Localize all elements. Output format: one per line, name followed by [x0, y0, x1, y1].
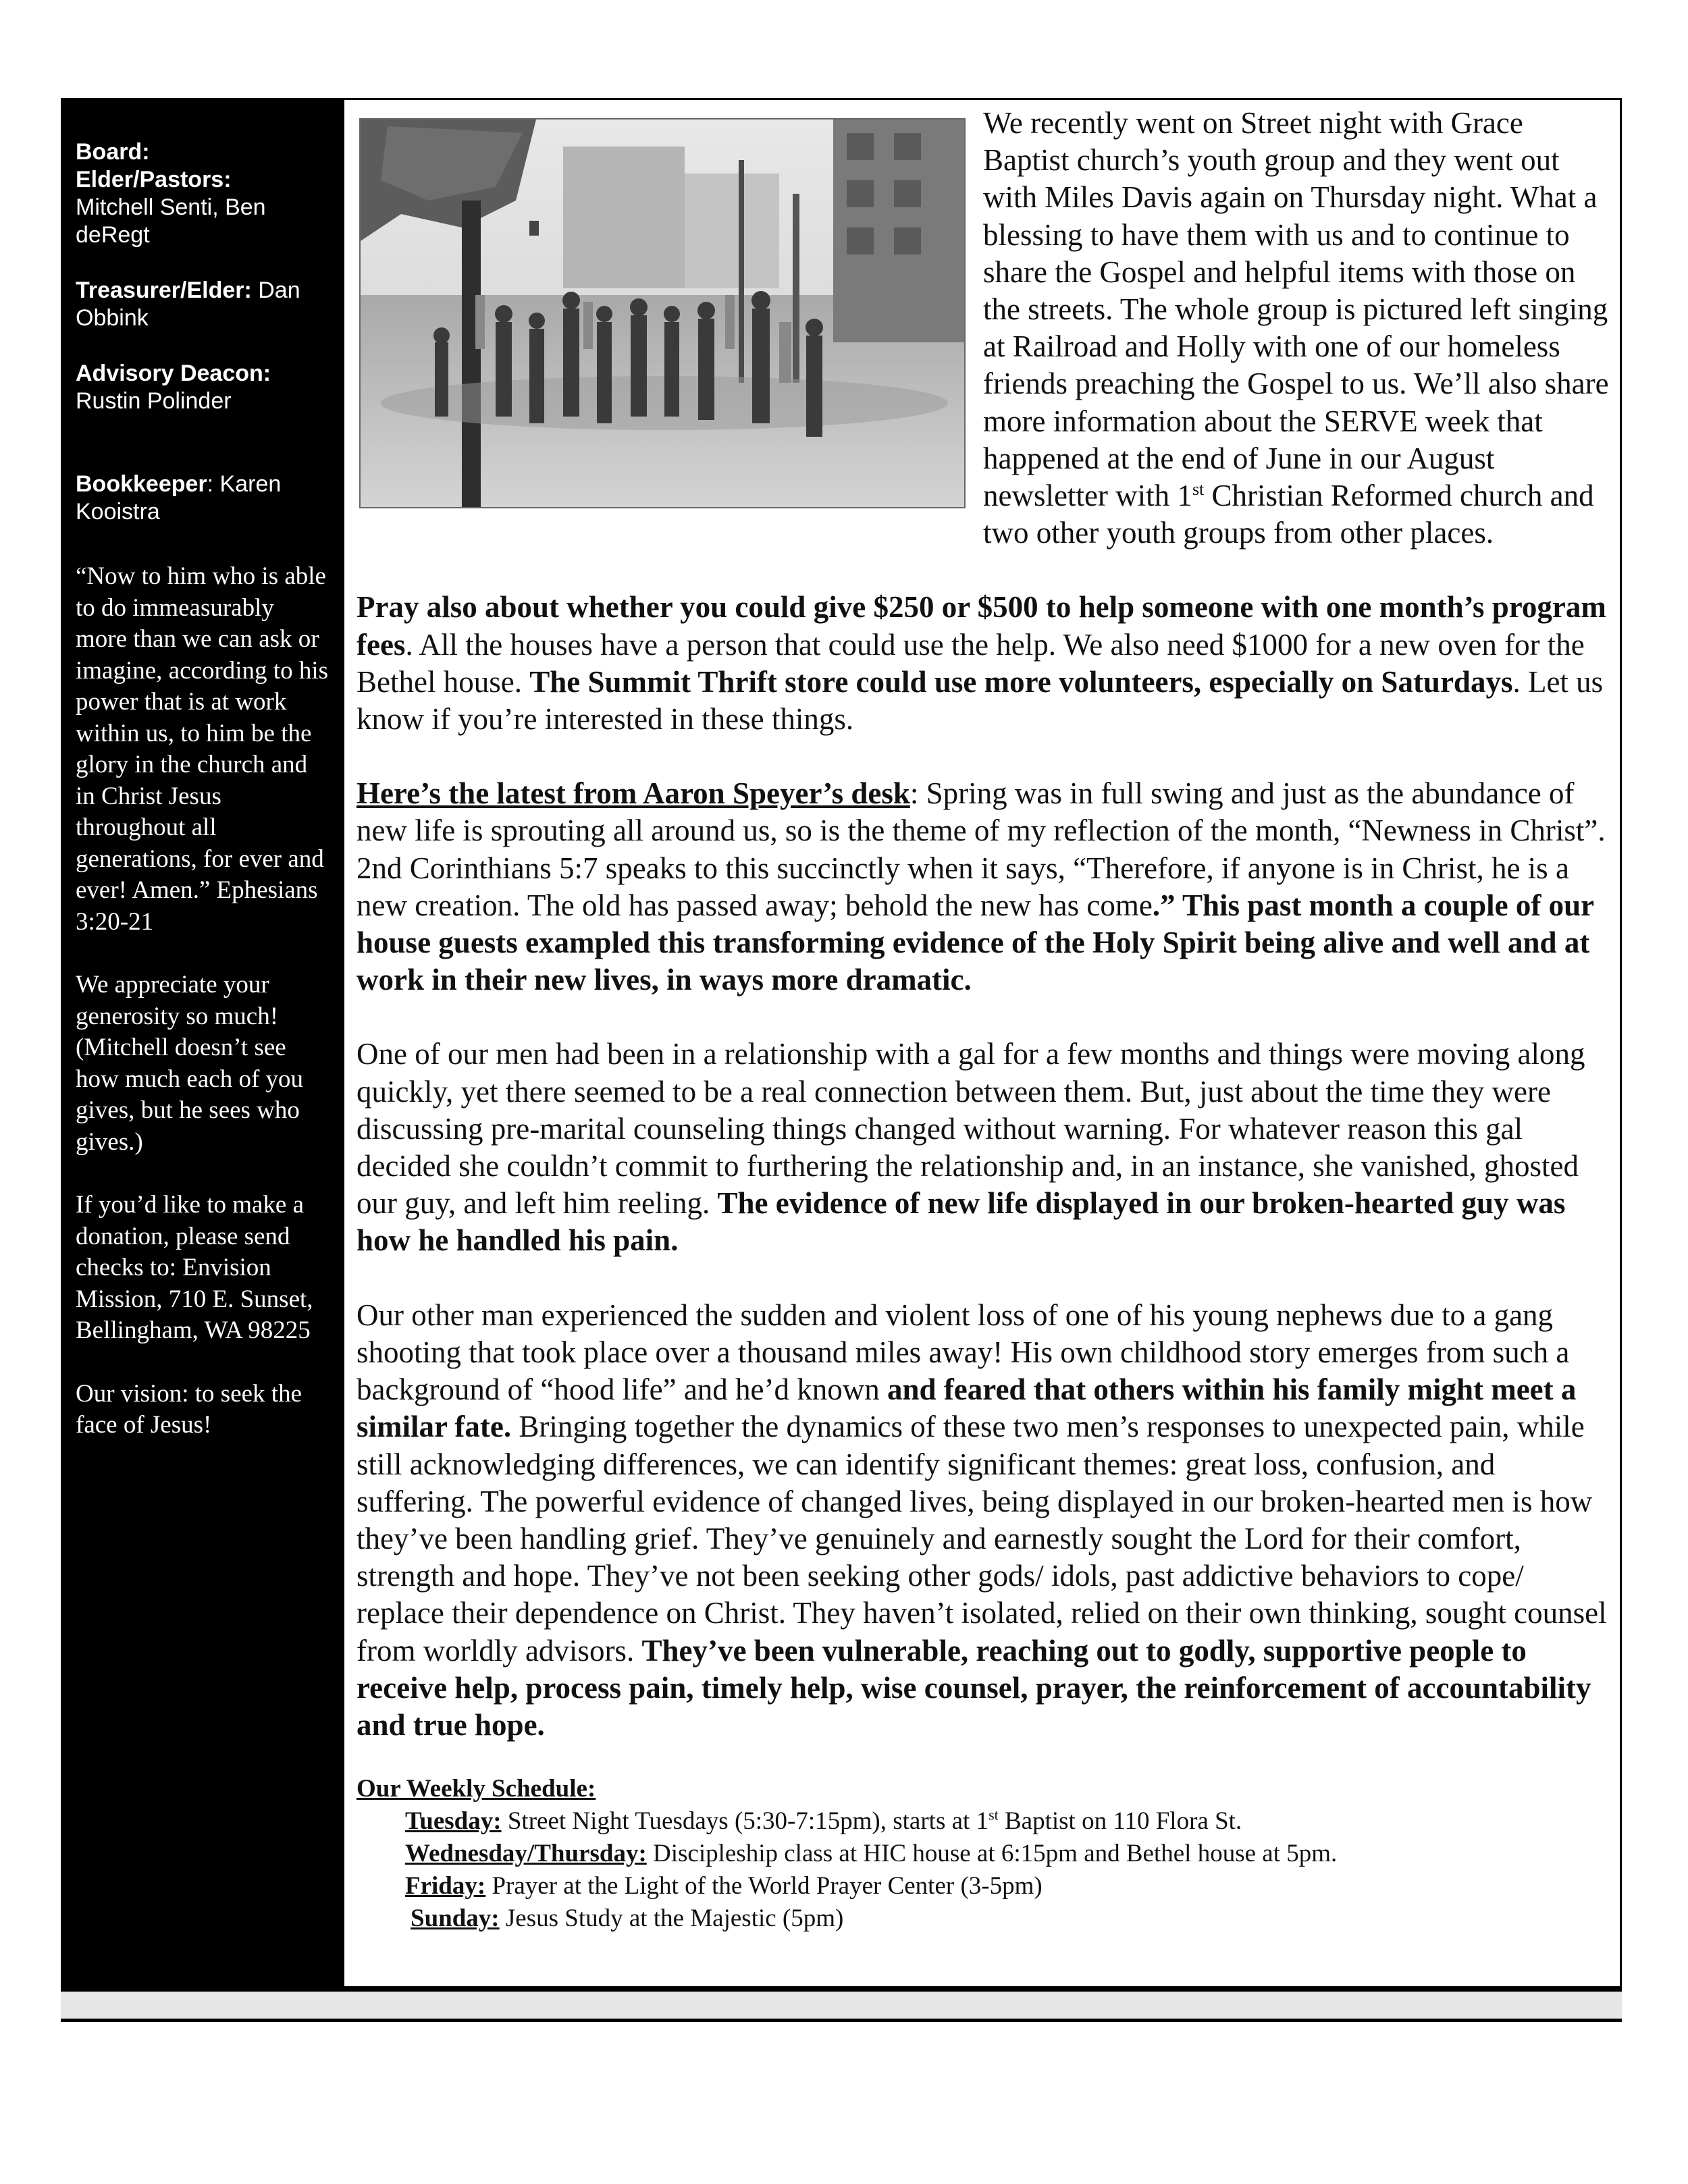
- schedule-row-tuesday: [357, 1805, 1609, 1838]
- second-man-text: Our other man experienced the sudden and violent loss of one of his young nephews due to a gang shooting that took place over a thousand miles away! His own childhood story emerges from such a background of “hood life” and he’d known: [357, 1298, 1570, 1407]
- board-label: Board:: [76, 139, 150, 165]
- second-man-bold-2: They’ve been vulnerable, reaching out to godly, supportive people to receive help, process pain, timely help, wise counsel, prayer, the reinforcement of accountability and true hope.: [357, 1633, 1591, 1742]
- treasurer-name: Dan Obbink: [76, 277, 300, 331]
- schedule-row-wednesday: [357, 1838, 1609, 1870]
- sidebar: [61, 98, 344, 1988]
- intro-text-end: Christian Reformed church and two other youth groups from other places.: [983, 479, 1594, 550]
- schedule-day-wednesday: Wednesday/Thursday:: [405, 1840, 647, 1868]
- schedule-text-wednesday: Discipleship class at HIC house at 6:15pm and Bethel house at 5pm.: [646, 1840, 1338, 1868]
- schedule-text-sunday: Jesus Study at the Majestic (5pm): [499, 1905, 844, 1933]
- desk-heading: Here’s the latest from Aaron Speyer’s desk: [357, 776, 910, 811]
- schedule-ordinal-tuesday: st: [988, 1806, 999, 1823]
- schedule-text-tuesday-end: Baptist on 110 Flora St.: [998, 1807, 1242, 1836]
- second-man-text-2: Bringing together the dynamics of these two men’s responses to unexpected pain, while still acknowledging differences, we can identify significant themes: great loss, confusion, and suffering. The powerful evidence of changed lives, being displayed in our broken-hearted men is how they’ve been handling grief. They’ve genuinely and earnestly sought the Lord for their comfort, strength and hope. They’ve not been seeking other gods/ idols, past addictive behaviors to cope/ replace their dependence on Christ. They haven’t isolated, relied on their own thinking, sought counsel from worldly advisors.: [357, 1410, 1607, 1668]
- thrift-volunteers-bold: The Summit Thrift store could use more volunteers, especially on Saturdays: [529, 664, 1513, 699]
- vision-statement: Our vision: to seek the face of Jesus!: [76, 1379, 302, 1439]
- intro-ordinal: st: [1192, 479, 1205, 500]
- schedule-text-friday: Prayer at the Light of the World Prayer Center (3-5pm): [485, 1872, 1043, 1900]
- prayer-request-end: . Let us know if you’re interested in these things.: [357, 664, 1604, 737]
- first-man-bold: The evidence of new life displayed in our broken-hearted guy was how he handled his pain.: [357, 1186, 1566, 1258]
- appreciation-note: We appreciate your generosity so much! (Mitchell doesn’t see how much each of you gives, but he sees who gives.): [76, 971, 304, 1156]
- street-night-photo: [359, 118, 966, 508]
- second-man-story: [357, 1297, 1609, 1744]
- schedule-row-friday: [357, 1870, 1609, 1902]
- elders-names: Mitchell Senti, Ben deRegt: [76, 194, 266, 248]
- prayer-request-bold: Pray also about whether you could give $250 or $500 to help someone with one month’s program fees: [357, 590, 1606, 662]
- weekly-schedule: [357, 1773, 1609, 1935]
- deacon-block: [76, 360, 331, 415]
- board-block: [76, 138, 331, 249]
- donation-info: If you’d like to make a donation, please send checks to: Envision Mission, 710 E. Sunset, Bellingham, WA 98225: [76, 1191, 313, 1344]
- bookkeeper-label: Bookkeeper: [76, 471, 207, 497]
- deacon-name: Rustin Polinder: [76, 388, 232, 414]
- schedule-day-friday: Friday:: [405, 1872, 486, 1900]
- bookkeeper-block: [76, 471, 331, 526]
- desk-text: : Spring was in full swing and just as the abundance of new life is sprouting all around us, so is the theme of my reflection of the month, “Newness in Christ”. 2nd Corinthians 5:7 speaks to this succinctly when it says, “Therefore, if anyone is in Christ, he is a new creation. The old has passed away; behold the new has come: [357, 776, 1606, 922]
- scripture-verse: “Now to him who is able to do immeasurably more than we can ask or imagine, according to his power that is at work within us, to him be the glory in the church and in Christ Jesus throughout all generations, for ever and ever! Amen.” Ephesians 3:20-21: [76, 562, 329, 936]
- first-man-text: One of our men had been in a relationship with a gal for a few months and things were moving along quickly, yet there seemed to be a real connection between them. But, just about the time they were discussing pre-marital counseling things changed without warning. For whatever reason this gal decided she couldn’t commit to furthering the relationship and, in an instance, she vanished, ghosted our guy, and left him reeling.: [357, 1037, 1585, 1221]
- main-article: [357, 105, 1609, 1935]
- schedule-day-sunday: Sunday:: [411, 1905, 500, 1933]
- prayer-request: [357, 589, 1609, 738]
- prayer-request-text: . All the houses have a person that could use the help. We also need $1000 for a new oven for the Bethel house.: [357, 627, 1585, 699]
- desk-bold: .” This past month a couple of our house guests exampled this transforming evidence of the Holy Spirit being alive and well and at work in their new lives, in ways more dramatic.: [357, 888, 1594, 997]
- treasurer-label: Treasurer/Elder:: [76, 277, 252, 303]
- schedule-text-tuesday: Street Night Tuesdays (5:30-7:15pm), starts at 1: [501, 1807, 989, 1836]
- bottom-strip: [61, 1988, 1622, 2022]
- schedule-row-sunday: [357, 1902, 1609, 1935]
- elders-label: Elder/Pastors:: [76, 167, 232, 192]
- bookkeeper-name: : Karen Kooistra: [76, 471, 282, 525]
- schedule-heading: Our Weekly Schedule:: [357, 1775, 596, 1803]
- first-man-story: [357, 1036, 1609, 1259]
- treasurer-block: [76, 277, 331, 332]
- desk-update: [357, 775, 1609, 998]
- schedule-day-tuesday: Tuesday:: [405, 1807, 502, 1836]
- intro-text: We recently went on Street night with Grace Baptist church’s youth group and they went out with Miles Davis again on Thursday night. What a blessing to have them with us and to continue to share the Gospel and helpful items with those on the streets. The whole group is pictured left singing at Railroad and Holly with one of our homeless friends preaching the Gospel to us. We’ll also share more information about the SERVE week that happened at the end of June in our August newsletter with 1: [983, 106, 1609, 513]
- second-man-bold: and feared that others within his family might meet a similar fate.: [357, 1373, 1577, 1444]
- deacon-label: Advisory Deacon:: [76, 361, 271, 386]
